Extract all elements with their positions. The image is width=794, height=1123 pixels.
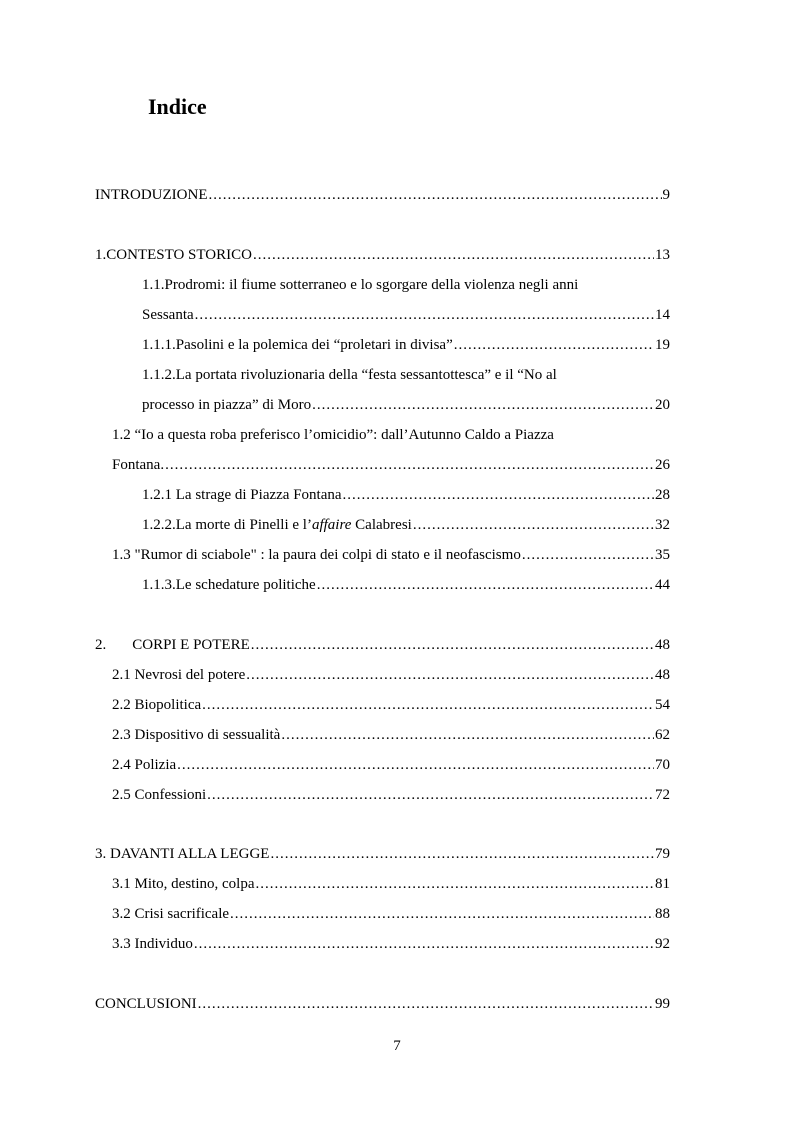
toc-page-number: 20 [655, 397, 670, 413]
toc-entry-number: 2. [95, 637, 107, 653]
toc-entry-confessioni[interactable] [112, 784, 670, 806]
toc-entry-contesto-storico[interactable] [95, 244, 670, 266]
toc-entry-davanti-alla-legge[interactable] [95, 843, 670, 865]
toc-entry-rumor-di-sciabole[interactable] [112, 544, 670, 566]
toc-entry-text-line1[interactable]: 1.1.Prodromi: il fiume sotterraneo e lo sgorgare della violenza negli anni [142, 277, 579, 293]
toc-entry-polizia[interactable] [112, 754, 670, 776]
toc-entry-text: 1.3 "Rumor di sciabole" : la paura dei colpi di stato e il neofascismo [112, 547, 521, 563]
toc-leader-dots [208, 184, 661, 206]
toc-leader-dots [195, 304, 654, 326]
toc-page-number: 13 [655, 247, 670, 263]
toc-entry-morte-pinelli[interactable] [142, 514, 670, 536]
toc-leader-dots [343, 484, 654, 506]
toc-leader-dots [413, 514, 654, 536]
toc-leader-dots [281, 724, 654, 746]
toc-leader-dots [251, 634, 654, 656]
toc-page-number: 62 [655, 727, 670, 743]
toc-page-number: 99 [655, 996, 670, 1012]
toc-entry-text: 1.1.3.Le schedature politiche [142, 577, 316, 593]
toc-entry-text: Fontana. [112, 457, 165, 473]
page-title: Indice [148, 94, 207, 119]
toc-leader-dots [165, 454, 654, 476]
toc-leader-dots [454, 334, 654, 356]
toc-entry-text: Sessanta [142, 307, 194, 323]
toc-entry-text: 3.1 Mito, destino, colpa [112, 876, 255, 892]
toc-entry-mito[interactable] [112, 873, 670, 895]
toc-page-number: 35 [655, 547, 670, 563]
toc-entry-text-line1[interactable]: 1.2 “Io a questa roba preferisco l’omicidio”: dall’Autunno Caldo a Piazza [112, 427, 554, 443]
toc-entry-strage-piazza-fontana[interactable] [142, 484, 670, 506]
toc-entry-dispositivo[interactable] [112, 724, 670, 746]
toc-entry-text [95, 634, 250, 656]
toc-leader-dots [246, 664, 654, 686]
toc-leader-dots [312, 394, 654, 416]
toc-entry-biopolitica[interactable] [112, 694, 670, 716]
toc-entry-text: INTRODUZIONE [95, 187, 208, 203]
toc-page-number: 48 [655, 637, 670, 653]
toc-entry-text: 2.2 Biopolitica [112, 697, 202, 713]
toc-leader-dots [253, 244, 654, 266]
toc-entry-text: 2.4 Polizia [112, 757, 177, 773]
toc-entry-text: 3.2 Crisi sacrificale [112, 906, 230, 922]
toc-leader-dots [177, 754, 654, 776]
toc-leader-dots [198, 993, 654, 1015]
toc-entry-conclusioni[interactable] [95, 993, 670, 1015]
toc-entry-introduzione[interactable] [95, 184, 670, 206]
toc-page-number: 26 [655, 457, 670, 473]
toc-entry-autunno-caldo[interactable] [112, 454, 670, 476]
toc-entry-text-italic: affaire [311, 517, 352, 533]
page-number: 7 [393, 1038, 401, 1054]
toc-entry-text: 2.1 Nevrosi del potere [112, 667, 246, 683]
toc-page-number: 54 [655, 697, 670, 713]
toc-page-number: 19 [655, 337, 670, 353]
toc-page-number: 81 [655, 876, 670, 892]
toc-entry-text: 2.3 Dispositivo di sessualità [112, 727, 281, 743]
toc-entry-text-line1[interactable]: 1.1.2.La portata rivoluzionaria della “festa sessantottesca” e il “No al [142, 367, 557, 383]
toc-page-number: 9 [662, 187, 670, 203]
toc-leader-dots [256, 873, 655, 895]
toc-page-number: 88 [655, 906, 670, 922]
toc-leader-dots [202, 694, 654, 716]
toc-page-number: 48 [655, 667, 670, 683]
toc-leader-dots [270, 843, 654, 865]
toc-entry-schedature[interactable] [142, 574, 670, 596]
toc-entry-festa-sessantottesca[interactable] [142, 394, 670, 416]
toc-entry-text: 1.2.1 La strage di Piazza Fontana [142, 487, 342, 503]
toc-entry-text: CONCLUSIONI [95, 996, 197, 1012]
toc-page-number: 92 [655, 936, 670, 952]
toc-entry-corpi-e-potere[interactable] [95, 634, 670, 656]
toc-entry-text-pre: 1.2.2.La morte di Pinelli e l’ [142, 517, 312, 533]
toc-page-number: 70 [655, 757, 670, 773]
toc-entry-text: 1.CONTESTO STORICO [95, 247, 252, 263]
toc-leader-dots [207, 784, 654, 806]
toc-entry-text: 3. DAVANTI ALLA LEGGE [95, 846, 270, 862]
toc-entry-text-post: Calabresi [351, 517, 412, 533]
toc-page-number: 44 [655, 577, 670, 593]
toc-entry-individuo[interactable] [112, 933, 670, 955]
toc-leader-dots [317, 574, 654, 596]
toc-entry-text: processo in piazza” di Moro [142, 397, 312, 413]
toc-leader-dots [230, 903, 654, 925]
toc-page-number: 79 [655, 846, 670, 862]
toc-entry-title: CORPI E POTERE [132, 637, 250, 653]
toc-entry-text: 1.1.1.Pasolini e la polemica dei “proletari in divisa” [142, 337, 453, 353]
toc-page-number: 32 [655, 517, 670, 533]
toc-page-number: 72 [655, 787, 670, 803]
toc-entry-text: 3.3 Individuo [112, 936, 193, 952]
toc-entry-text [142, 514, 412, 536]
toc-leader-dots [522, 544, 654, 566]
toc-leader-dots [194, 933, 654, 955]
toc-entry-text: 2.5 Confessioni [112, 787, 207, 803]
toc-entry-pasolini[interactable] [142, 334, 670, 356]
toc-entry-crisi[interactable] [112, 903, 670, 925]
toc-entry-prodromi[interactable] [142, 304, 670, 326]
toc-page-number: 28 [655, 487, 670, 503]
toc-entry-nevrosi[interactable] [112, 664, 670, 686]
toc-page-number: 14 [655, 307, 670, 323]
